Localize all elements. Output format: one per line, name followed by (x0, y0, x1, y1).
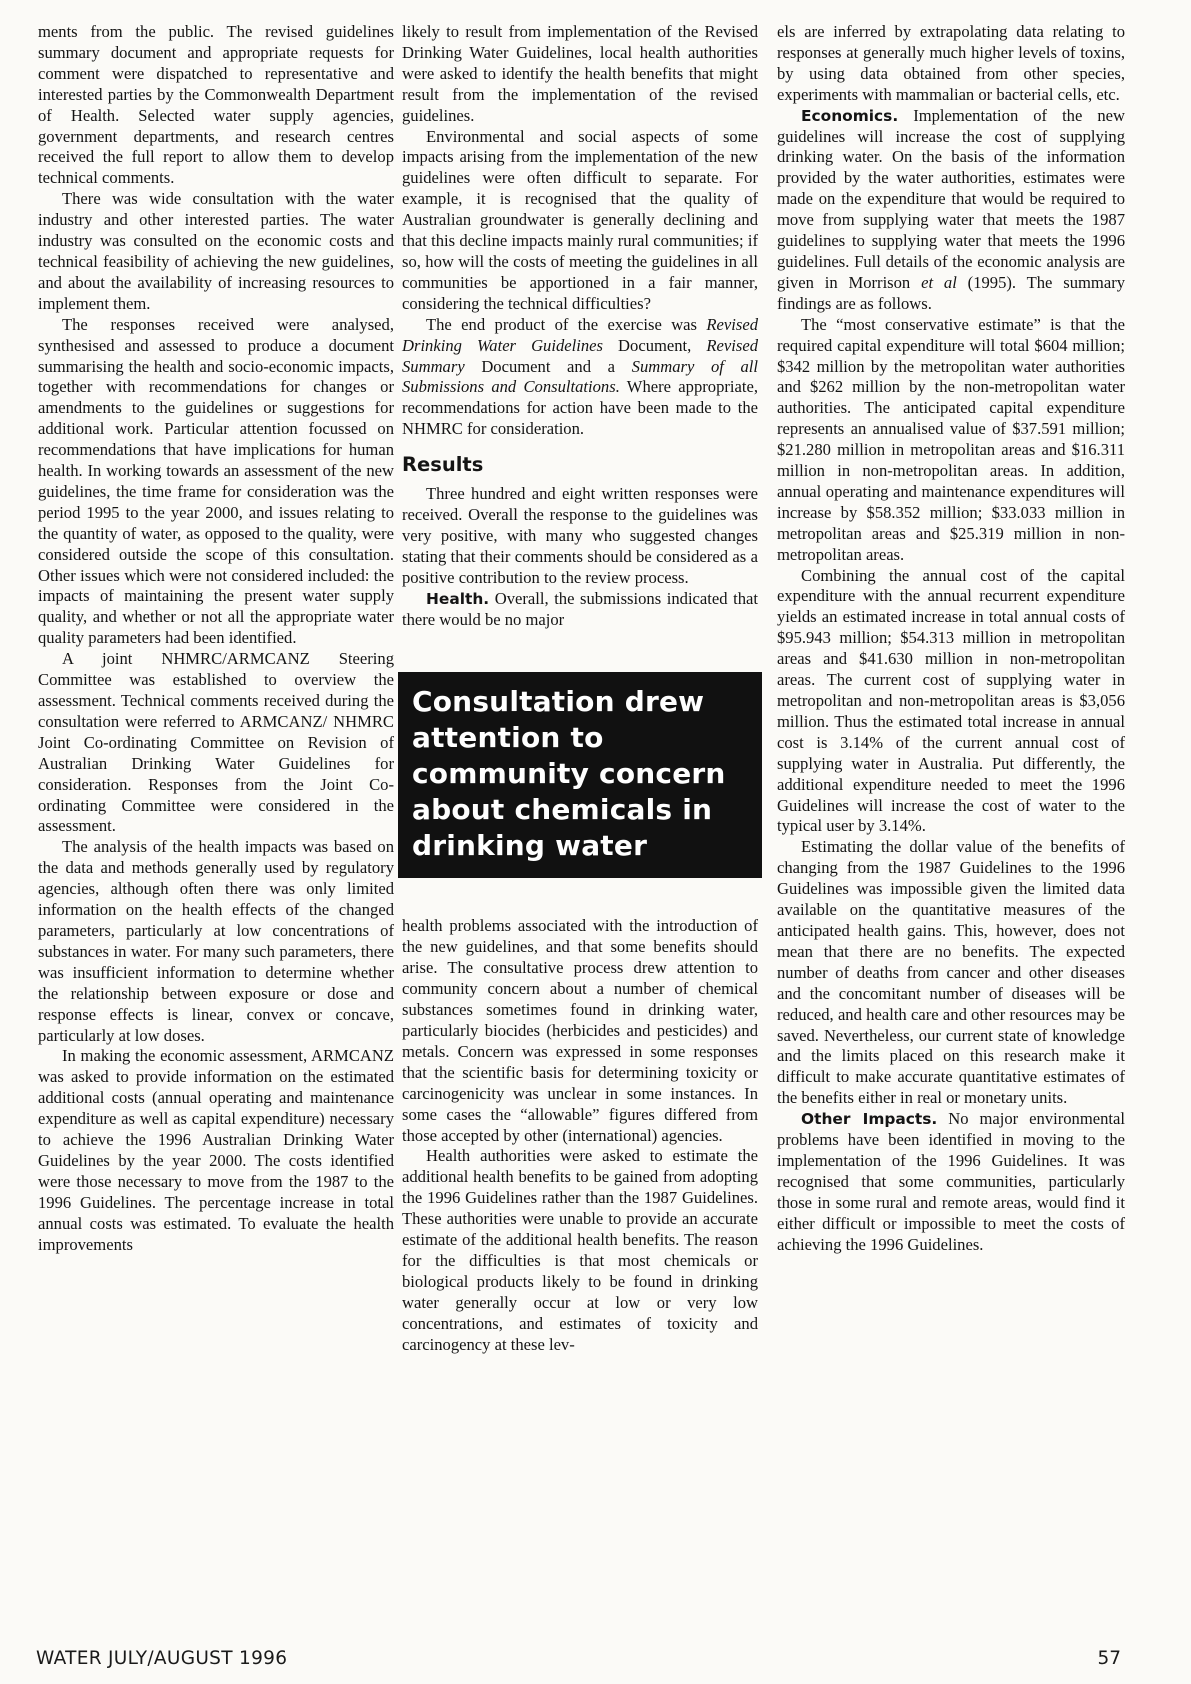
paragraph: Estimating the dollar value of the benefits of changing from the 1987 Guidelines to the 1996 Guidelines was impossible given the limited data available on the quantitative measures of the anticipated health gains. This, however, does not mean that there are no benefits. The expected number of deaths from cancer and other diseases and the concomitant number of diseases will be reduced, and health care and other resources may be saved. Nevertheless, our current state of knowledge and the limits placed on this research make it difficult to make accurate quantitative estimates of the benefits either in real or monetary units. (777, 837, 1125, 1108)
paragraph: Environmental and social aspects of some impacts arising from the implementation of the new guidelines were often difficult to separate. For example, it is recognised that the quality of Australian groundwater is generally declining and that this decline impacts mainly rural communities; if so, how will the costs of meeting the guidelines in all communities be apportioned in a fair manner, considering the technical difficulties? (402, 126, 758, 313)
paragraph: Economics. Implementation of the new guidelines will increase the cost of supplying drinking water. On the basis of the information provided by the water authorities, estimates were made on the expenditure that would be required to move from supplying water that meets the 1987 guidelines to supplying water that meets the 1996 guidelines. Full details of the economic analysis are given in Morrison et al (1995). The summary findings are as follows. (777, 105, 1126, 313)
journal-footer: WATER JULY/AUGUST 1996 (36, 1648, 288, 1669)
pull-quote: Consultation drew attention to community concern about chemicals in drinking water (398, 672, 762, 878)
paragraph: ments from the public. The revised guidelines summary document and appropriate requests for comment were dispatched to representative and interested parties by the Commonwealth Department of Health. Selected water supply agencies, government departments, and research centres received the full report to allow them to develop technical comments. (38, 22, 394, 188)
paragraph: The end product of the exercise was Revised Drinking Water Guidelines Document, Revised Summary Document and a Summary of all Submissions and Consultations. Where appropriate, recommendations for action have been made to the NHMRC for consideration. (402, 314, 758, 439)
paragraph: Health. Overall, the submissions indicated that there would be no major (402, 588, 758, 629)
results-heading: Results (402, 453, 484, 477)
paragraph: Combining the annual cost of the capital expenditure with the annual recurrent expenditure yields an estimated increase in total annual costs of $95.943 million; $54.313 million in metropolitan areas and $41.630 million in non-metropolitan areas. The current cost of supplying water in metropolitan and non-metropolitan areas is $3,056 million. Thus the estimated total increase in annual cost is 3.14% of the current annual cost of supplying water in Australia. Put differently, the additional expenditure needed to meet the 1996 Guidelines will increase the cost of water to the typical user by 3.14%. (777, 565, 1125, 836)
paragraph: likely to result from implementation of the Revised Drinking Water Guidelines, local health authorities were asked to identify the health benefits that might result from the implementation of the revised guidelines. (402, 22, 758, 125)
page-number: 57 (1097, 1648, 1121, 1669)
paragraph: There was wide consultation with the water industry and other interested parties. The water industry was consulted on the economic costs and technical feasibility of achieving the new guidelines, and about the availability of increasing resources to implement them. (38, 189, 394, 313)
paragraph: els are inferred by extrapolating data relating to responses at generally much higher levels of toxins, by using data obtained from other species, experiments with mammalian or bacterial cells, etc. (777, 22, 1125, 104)
paragraph: The “most conservative estimate” is that the required capital expenditure will total $604 million; $342 million by the metropolitan water authorities and $262 million by the non-metropolitan water authorities. The anticipated capital expenditure represents an annualised value of $37.591 million; $21.280 million in metropolitan areas and $16.311 million in non-metropolitan areas. In addition, annual operating and maintenance expenditures will increase by $58.352 million; $33.033 million in metropolitan areas and $25.319 million in non-metropolitan areas. (777, 314, 1125, 564)
paragraph: health problems associated with the introduction of the new guidelines, and that some benefits should arise. The consultative process drew attention to community concern about a number of chemical substances sometimes found in drinking water, particularly biocides (herbicides and pesticides) and metals. Concern was expressed in some responses that the scientific basis for determining toxicity or carcinogenicity was unclear in some instances. In some cases the “allowable” figures differed from those accepted by other (international) agencies. (402, 916, 758, 1145)
paragraph: Three hundred and eight written responses were received. Overall the response to the guidelines was very positive, with many who suggested changes stating that their comments should be considered as a positive contribution to the review process. (402, 484, 758, 587)
column-2 (402, 22, 758, 1356)
health-runin-heading: Health. (426, 589, 490, 608)
other-impacts-runin-heading: Other Impacts. (801, 1110, 938, 1129)
column-1 (38, 22, 394, 1255)
paragraph: In making the economic assessment, ARMCANZ was asked to provide information on the estimated additional costs (annual operating and maintenance expenditure as well as capital expenditure) necessary to achieve the 1996 Australian Drinking Water Guidelines by the year 2000. The costs identified were those necessary to move from the 1987 to the 1996 Guidelines. The percentage increase in total annual costs was estimated. To evaluate the health improvements (38, 1046, 394, 1254)
paragraph: A joint NHMRC/ARMCANZ Steering Committee was established to overview the assessment. Technical comments received during the consultation were referred to ARMCANZ/ NHMRC Joint Co-ordinating Committee on Revision of Australian Drinking Water Guidelines for consideration. Responses from the Joint Co-ordinating Committee were considered in the assessment. (38, 649, 394, 836)
economics-runin-heading: Economics. (801, 106, 899, 125)
paragraph: Other Impacts. No major environmental problems have been identified in moving to the implementation of the 1996 Guidelines. It was recognised that some communities, particularly those in some rural and remote areas, would find it either difficult or impossible to meet the costs of achieving the 1996 Guidelines. (777, 1109, 1125, 1254)
column-3 (777, 22, 1125, 1255)
paragraph: Health authorities were asked to estimate the additional health benefits to be gained from adopting the 1996 Guidelines rather than the 1987 Guidelines. These authorities were unable to provide an accurate estimate of the additional health benefits. The reason for the difficulties is that most chemicals or biological products likely to be found in drinking water generally occur at low or very low concentrations, and estimates of toxicity and carcinogency at these lev- (402, 1146, 758, 1354)
paragraph: The analysis of the health impacts was based on the data and methods generally used by regulatory agencies, although often there was only limited information on the health effects of the changed parameters, particularly at low concentrations of substances in water. For many such parameters, there was insufficient information to determine whether the relationship between exposure or dose and response effects is linear, convex or concave, particularly at low doses. (38, 837, 394, 1045)
paragraph: The responses received were analysed, synthesised and assessed to produce a document summarising the health and socio-economic impacts, together with recommendations for changes or amendments to the guidelines or suggestions for additional work. Particular attention focussed on recommendations that have implications for human health. In working towards an assessment of the new guidelines, the time frame for consideration was the period 1995 to the year 2000, and issues relating to the quantity of water, as opposed to the quality, were considered outside the scope of this consultation. Other issues which were not considered included: the impacts of maintaining the present water supply quality, and whether or not all the appropriate water quality parameters had been identified. (38, 314, 394, 648)
